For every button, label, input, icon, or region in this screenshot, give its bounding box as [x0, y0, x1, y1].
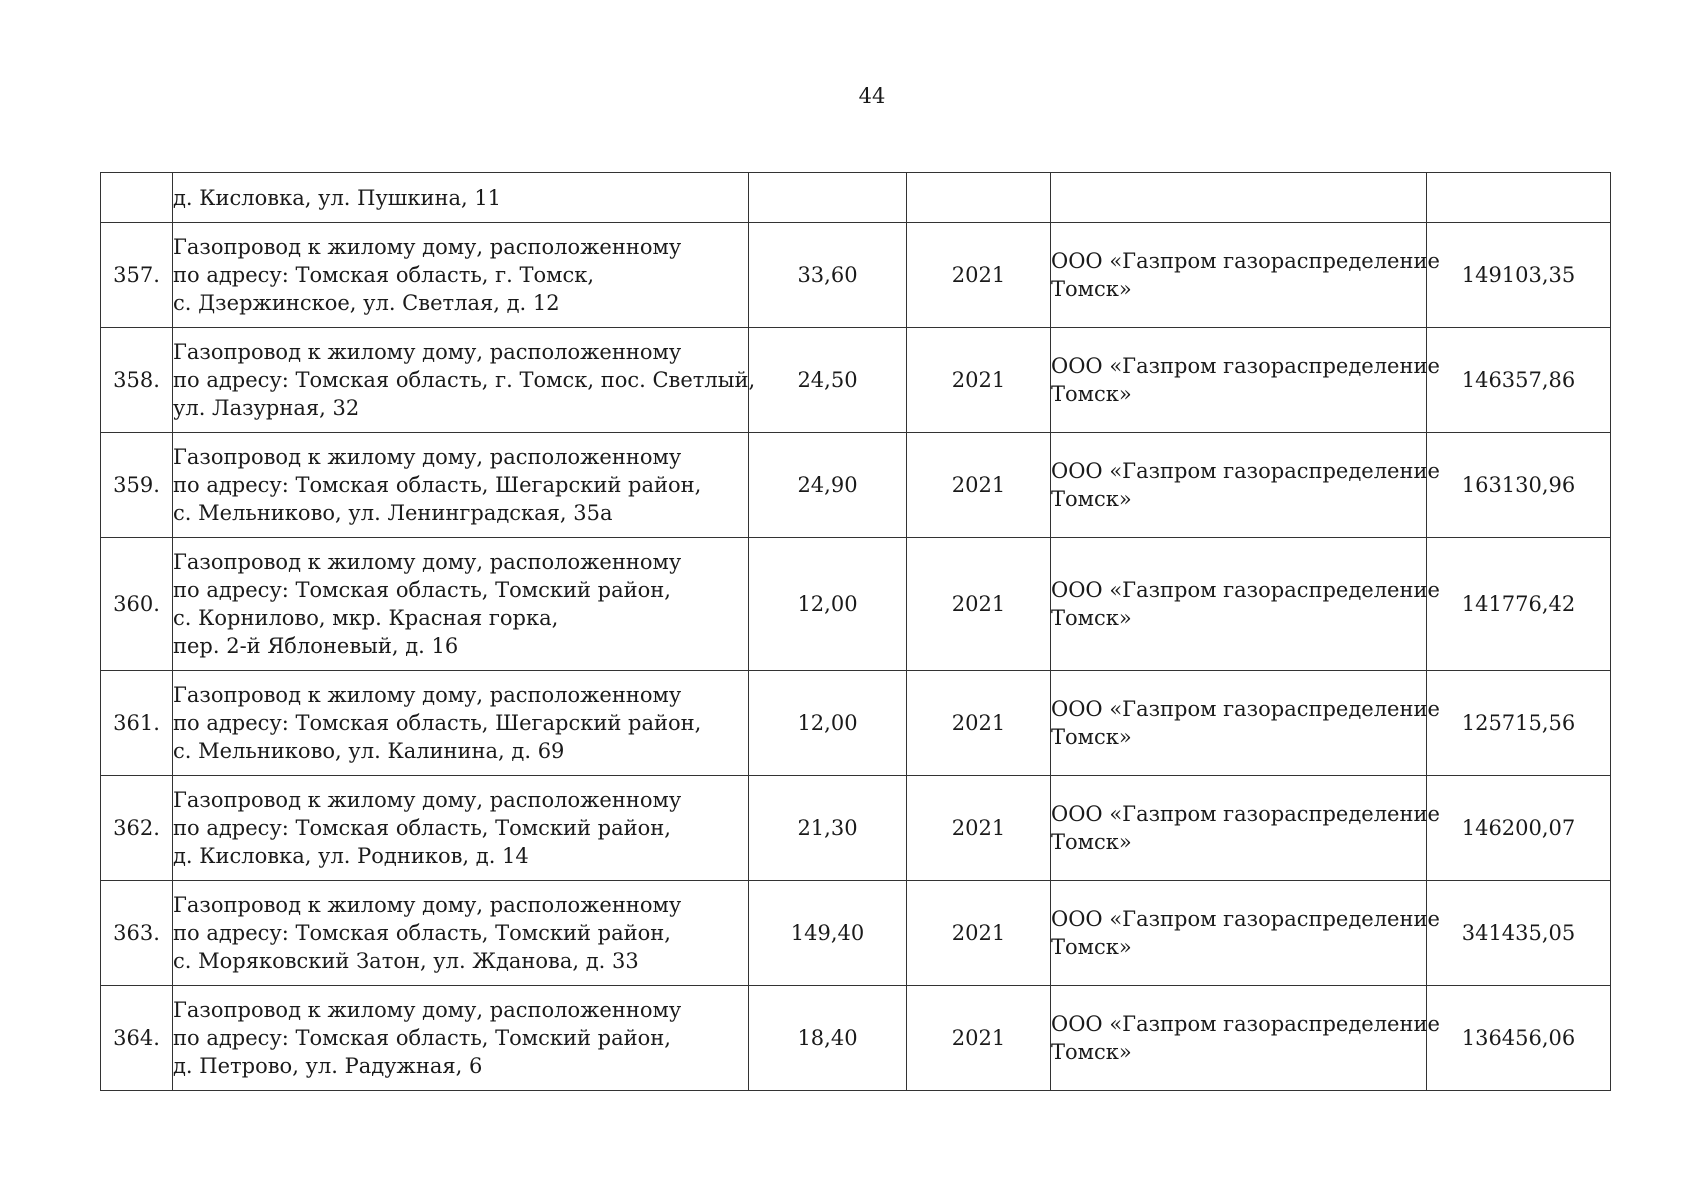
description-line: Газопровод к жилому дому, расположенному: [173, 445, 682, 469]
table-row: [101, 223, 1611, 328]
description-line: Газопровод к жилому дому, расположенному: [173, 683, 682, 707]
row-description-cell: [173, 538, 749, 671]
organization-line: ООО «Газпром газораспределение: [1051, 697, 1440, 721]
row-description-cell: [173, 986, 749, 1091]
row-amount-cell: 341435,05: [1427, 881, 1611, 986]
row-description-cell: [173, 776, 749, 881]
row-number-cell: 362.: [101, 776, 173, 881]
row-year-cell: 2021: [907, 538, 1051, 671]
row-year-cell: 2021: [907, 328, 1051, 433]
row-length-cell: 149,40: [749, 881, 907, 986]
row-description-cell: [173, 433, 749, 538]
row-amount-cell: 146357,86: [1427, 328, 1611, 433]
row-organization-cell: [1051, 328, 1440, 433]
table-row: [101, 776, 1611, 881]
registry-table: [100, 172, 1611, 1091]
row-length-cell: 24,90: [749, 433, 907, 538]
row-year-cell: 2021: [907, 433, 1051, 538]
description-line: ул. Лазурная, 32: [173, 396, 360, 420]
row-length-cell: 12,00: [749, 671, 907, 776]
row-year-cell: [907, 173, 1051, 223]
organization-line: ООО «Газпром газораспределение: [1051, 354, 1440, 378]
description-line: по адресу: Томская область, Шегарский район,: [173, 473, 702, 497]
row-number-cell: 358.: [101, 328, 173, 433]
description-line: по адресу: Томская область, Томский район,: [173, 578, 671, 602]
row-length-cell: 12,00: [749, 538, 907, 671]
organization-line: ООО «Газпром газораспределение: [1051, 249, 1440, 273]
description-line: по адресу: Томская область, Шегарский район,: [173, 711, 702, 735]
row-number-cell: 364.: [101, 986, 173, 1091]
row-number-cell: 360.: [101, 538, 173, 671]
organization-line: Томск»: [1051, 830, 1132, 854]
table-row: [101, 671, 1611, 776]
description-line: с. Мельниково, ул. Калинина, д. 69: [173, 739, 565, 763]
row-description-cell: [173, 173, 749, 223]
row-year-cell: 2021: [907, 223, 1051, 328]
organization-line: Томск»: [1051, 487, 1132, 511]
organization-line: ООО «Газпром газораспределение: [1051, 802, 1440, 826]
page-number: 44: [858, 84, 886, 108]
description-line: Газопровод к жилому дому, расположенному: [173, 788, 682, 812]
description-line: Газопровод к жилому дому, расположенному: [173, 998, 682, 1022]
organization-line: Томск»: [1051, 725, 1132, 749]
organization-line: Томск»: [1051, 1040, 1132, 1064]
table-row: [101, 433, 1611, 538]
organization-line: Томск»: [1051, 606, 1132, 630]
organization-line: ООО «Газпром газораспределение: [1051, 459, 1440, 483]
description-line: по адресу: Томская область, Томский район,: [173, 1026, 671, 1050]
row-description-cell: [173, 328, 756, 433]
table-row-continuation: [101, 173, 1611, 223]
row-number-cell: 357.: [101, 223, 173, 328]
description-line: Газопровод к жилому дому, расположенному: [173, 550, 682, 574]
row-length-cell: 24,50: [749, 328, 907, 433]
description-line: д. Кисловка, ул. Родников, д. 14: [173, 844, 529, 868]
row-organization-cell: [1051, 538, 1440, 671]
description-line: с. Мельниково, ул. Ленинградская, 35а: [173, 501, 613, 525]
organization-line: Томск»: [1051, 382, 1132, 406]
organization-line: Томск»: [1051, 277, 1132, 301]
organization-line: ООО «Газпром газораспределение: [1051, 907, 1440, 931]
organization-line: Томск»: [1051, 935, 1132, 959]
row-number-cell: 359.: [101, 433, 173, 538]
row-amount-cell: [1427, 173, 1611, 223]
row-number-cell: 363.: [101, 881, 173, 986]
row-length-cell: 33,60: [749, 223, 907, 328]
description-line: по адресу: Томская область, г. Томск,: [173, 263, 595, 287]
row-year-cell: 2021: [907, 986, 1051, 1091]
row-amount-cell: 136456,06: [1427, 986, 1611, 1091]
table-row: [101, 986, 1611, 1091]
description-line: Газопровод к жилому дому, расположенному: [173, 893, 682, 917]
row-description-cell: [173, 223, 749, 328]
row-amount-cell: 163130,96: [1427, 433, 1611, 538]
row-year-cell: 2021: [907, 776, 1051, 881]
row-length-cell: 18,40: [749, 986, 907, 1091]
row-organization-cell: [1051, 986, 1440, 1091]
row-amount-cell: 125715,56: [1427, 671, 1611, 776]
description-line: д. Кисловка, ул. Пушкина, 11: [173, 185, 502, 210]
row-amount-cell: 141776,42: [1427, 538, 1611, 671]
description-line: по адресу: Томская область, г. Томск, пос. Светлый,: [173, 368, 756, 392]
row-organization-cell: [1051, 173, 1427, 223]
table-row: [101, 881, 1611, 986]
row-length-cell: 21,30: [749, 776, 907, 881]
row-organization-cell: [1051, 776, 1440, 881]
row-year-cell: 2021: [907, 881, 1051, 986]
description-line: по адресу: Томская область, Томский район,: [173, 921, 671, 945]
row-description-cell: [173, 671, 749, 776]
organization-line: ООО «Газпром газораспределение: [1051, 578, 1440, 602]
table-row: [101, 328, 1611, 433]
row-number-cell: 361.: [101, 671, 173, 776]
description-line: Газопровод к жилому дому, расположенному: [173, 235, 682, 259]
description-line: с. Дзержинское, ул. Светлая, д. 12: [173, 291, 560, 315]
description-line: по адресу: Томская область, Томский район,: [173, 816, 671, 840]
row-organization-cell: [1051, 881, 1440, 986]
row-year-cell: 2021: [907, 671, 1051, 776]
row-length-cell: [749, 173, 907, 223]
description-line: с. Моряковский Затон, ул. Жданова, д. 33: [173, 949, 639, 973]
row-amount-cell: 149103,35: [1427, 223, 1611, 328]
row-description-cell: [173, 881, 749, 986]
row-number-cell: [101, 173, 173, 223]
table-row: [101, 538, 1611, 671]
row-organization-cell: [1051, 223, 1440, 328]
organization-line: ООО «Газпром газораспределение: [1051, 1012, 1440, 1036]
description-line: с. Корнилово, мкр. Красная горка,: [173, 606, 559, 630]
description-line: пер. 2-й Яблоневый, д. 16: [173, 634, 459, 658]
description-line: Газопровод к жилому дому, расположенному: [173, 340, 682, 364]
row-amount-cell: 146200,07: [1427, 776, 1611, 881]
row-organization-cell: [1051, 671, 1440, 776]
row-organization-cell: [1051, 433, 1440, 538]
description-line: д. Петрово, ул. Радужная, 6: [173, 1054, 483, 1078]
